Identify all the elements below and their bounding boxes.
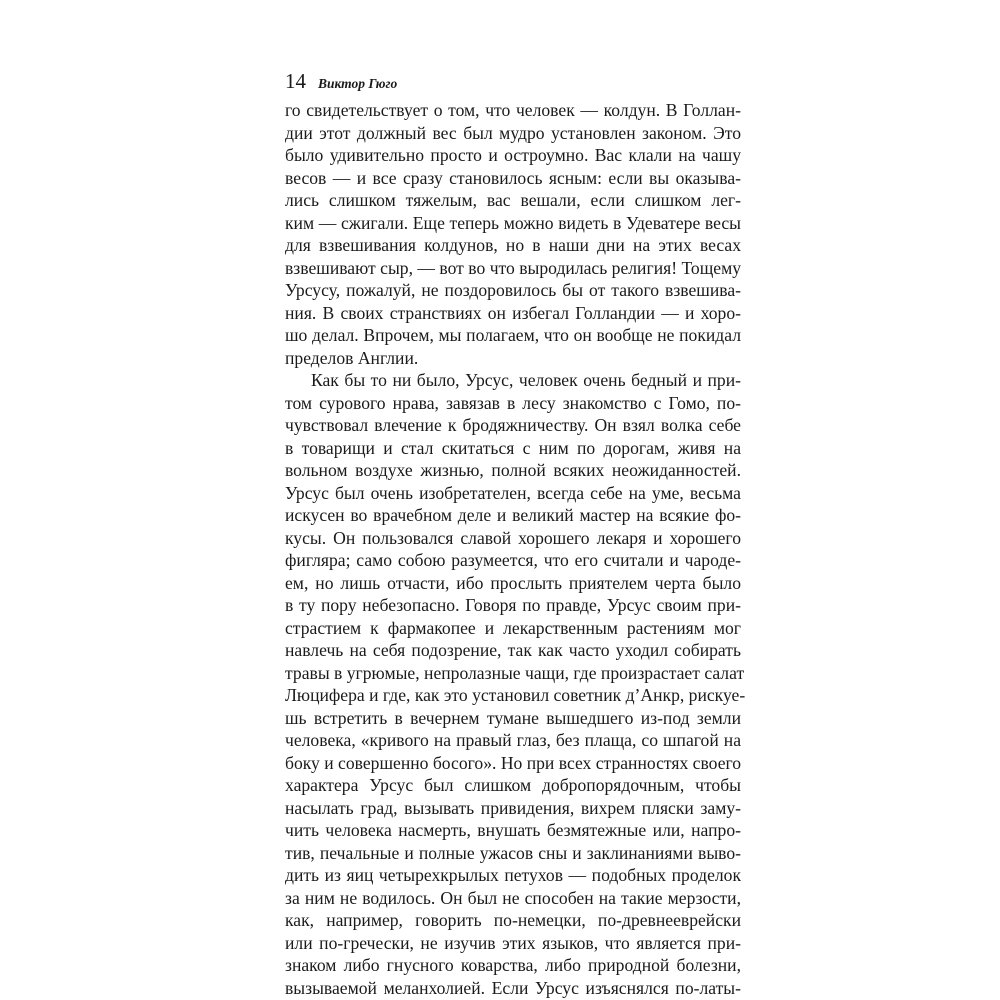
- text-line: за ним не водилось. Он был не способен на такие мерзости,: [285, 887, 741, 908]
- text-line: было удивительно просто и остроумно. Вас клали на чашу: [285, 145, 741, 165]
- text-line: тив, печальные и полные ужасов сны и заклинаниями выво-: [285, 842, 741, 863]
- text-line: лись слишком тяжелым, вас вешали, если слишком лег-: [285, 190, 741, 210]
- text-line: ния. В своих странствиях он избегал Голландии — и хоро-: [285, 302, 741, 323]
- text-line: том сурового нрава, завязав в лесу знакомство с Гомо, по-: [285, 392, 741, 413]
- text-line: травы в угрюмые, непролазные чащи, где произрастает салат: [285, 662, 745, 683]
- text-line: вызываемой меланхолией. Если Урсус изъяснялся по-латы-: [285, 977, 741, 998]
- text-line: Урсусу, пожалуй, не поздоровилось бы от такого взвешива-: [285, 280, 741, 300]
- page-number: 14: [285, 69, 306, 93]
- text-line: боку и совершенно босого». Но при всех странностях своего: [285, 752, 742, 773]
- text-line: навлечь на себя подозрение, так как часто уходил собирать: [285, 640, 741, 660]
- text-line: страстием к фармакопее и лекарственным растениям мог: [285, 617, 741, 638]
- text-line: ким — сжигали. Еще теперь можно видеть в Удеватере весы: [285, 212, 741, 233]
- text-line: дии этот должный вес был мудро установлен законом. Это: [285, 122, 741, 143]
- text-line: Урсус был очень изобретателен, всегда себе на уме, весьма: [285, 482, 741, 503]
- text-line: пределов Англии.: [285, 347, 419, 368]
- text-line: для взвешивания колдунов, но в наши дни на этих весах: [285, 235, 741, 255]
- text-line: дить из яиц четырехкрылых петухов — подобных проделок: [285, 865, 741, 885]
- text-line: как, например, говорить по-немецки, по-древнееврейски: [285, 910, 741, 930]
- text-line: вольном воздухе жизнью, полной всяких неожиданностей.: [285, 460, 741, 480]
- text-line: характера Урсус был слишком добропорядочным, чтобы: [285, 775, 741, 795]
- text-line: весов — и все сразу становилось ясным: если вы оказыва-: [285, 167, 741, 188]
- text-line: ем, но лишь отчасти, ибо прослыть приятелем черта было: [285, 572, 741, 593]
- text-line: знаком либо гнусного коварства, либо природной болезни,: [285, 955, 741, 975]
- text-line: кусы. Он пользовался славой хорошего лекаря и хорошего: [285, 527, 741, 548]
- text-line: Люцифера и где, как это установил советник д’Анкр, рискуе-: [285, 685, 746, 705]
- text-line: в ту пору небезопасно. Говоря по правде, Урсус своим при-: [285, 595, 741, 615]
- text-line: Как бы то ни было, Урсус, человек очень бедный и при-: [311, 370, 741, 390]
- text-line: взвешивают сыр, — вот во что выродилась религия! Тощему: [285, 257, 741, 278]
- page-header: [285, 66, 397, 96]
- text-line: насылать град, вызывать привидения, вихрем пляски заму-: [285, 797, 741, 818]
- text-line: в товарищи и стал скитаться с ним по дорогам, живя на: [285, 437, 741, 458]
- text-line: шо делал. Впрочем, мы полагаем, что он вообще не покидал: [285, 325, 741, 345]
- running-head-author: Виктор Гюго: [318, 76, 398, 91]
- text-line: го свидетельствует о том, что человек — колдун. В Голлан-: [285, 100, 741, 120]
- body-text: [285, 99, 746, 999]
- text-line: чувствовал влечение к бродяжничеству. Он взял волка себе: [285, 415, 741, 435]
- text-line: искусен во врачебном деле и великий мастер на всякие фо-: [285, 505, 741, 525]
- text-line: человека, «кривого на правый глаз, без плаща, со шпагой на: [285, 730, 741, 750]
- text-line: шь встретить в вечернем тумане вышедшего из-под земли: [285, 707, 741, 728]
- text-line: или по-гречески, не изучив этих языков, что является при-: [285, 932, 741, 953]
- text-line: фигляра; само собою разумеется, что его считали и чароде-: [285, 550, 741, 570]
- text-line: чить человека насмерть, внушать безмятежные или, напро-: [285, 820, 741, 840]
